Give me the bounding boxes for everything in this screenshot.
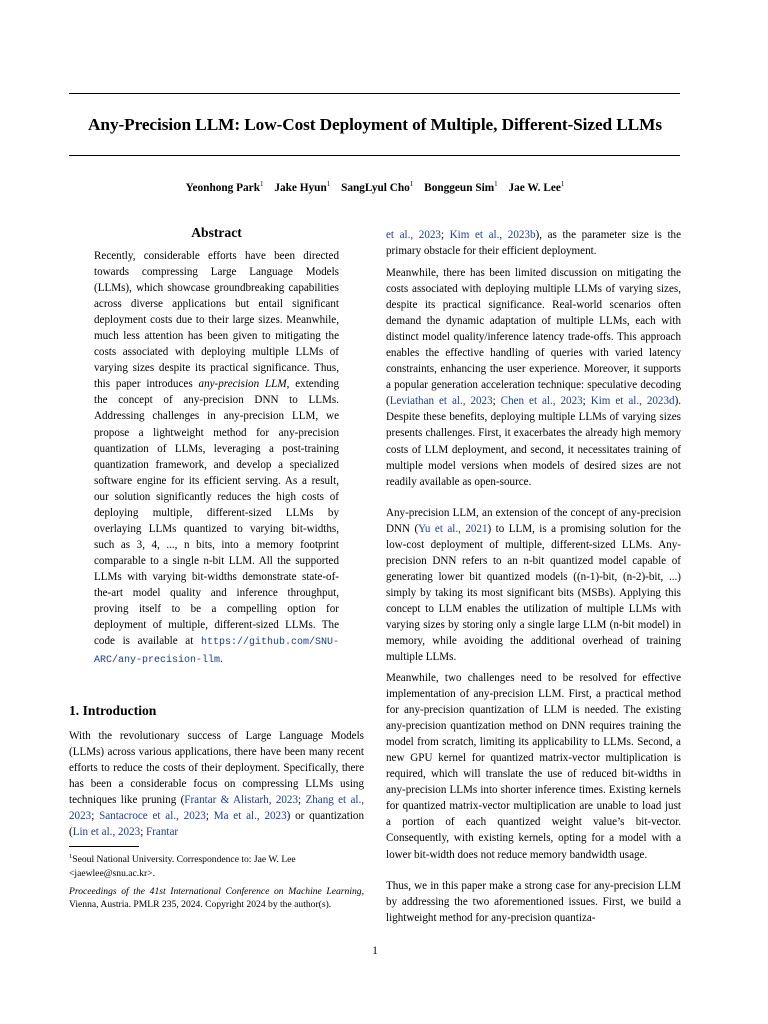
introduction-paragraph: With the revolutionary success of Large Language Models (LLMs) across various applications, there have been many recent efforts to reduce the costs of their deployment. Specifically, there has been a considerable focus on compressing LLMs using techniques like pruning (Frantar & Alistarh, 2023; Zhang et al., 2023; Santacroce et al., 2023; Ma et al., 2023) or quantization (Lin et al., 2023; Frantar [69,730,365,839]
citation-link[interactable]: Frantar & Alistarh, 2023 [184,794,299,807]
author: Jake Hyun$^1$ [274,180,331,194]
abstract-body: Recently, considerable efforts have been directed towards compressing Large Language Models (LLMs), which showcase groundbreaking capabilities across diverse applications but entail significant deployment costs due to their large sizes. Meanwhile, much less attention has been given to mitigating the costs associated with deploying multiple LLMs of varying sizes despite its practical significance. Thus, this paper introduces any-precision LLM, extending the concept of any-precision DNN to LLMs. Addressing challenges in any-precision LLM, we propose a lightweight method for any-precision quantization of LLMs, leveraging a post-training quantization framework, and develop a specialized software engine for its efficient serving. As a result, our solution significantly reduces the high costs of deploying multiple, different-sized LLMs by overlaying LLMs quantized to varying bit-widths, such as 3, 4, ..., n bits, into a memory footprint comparable to a single n-bit LLM. All the supported LLMs with varying bit-widths demonstrate state-of-the-art model quality and inference throughput, proving itself to be a compelling option for deployment of multiple, different-sized LLMs. The code is available at https://github.com/SNU-ARC/any-precision-llm. [94,250,339,667]
author: Bonggeun Sim$^1$ [424,180,498,194]
citation-link[interactable]: Ma et al., 2023 [213,810,287,823]
citation-link[interactable]: Frantar [146,826,179,839]
citation-link[interactable]: et al., 2023 [386,229,441,241]
right-paragraph-2: Any-precision LLM, an extension of the concept of any-precision DNN (Yu et al., 2021) to LLM, is a promising solution for the low-cost deployment of multiple, different-sized LLMs. Any-precision DNN refers to an n-bit quantized model capable of generating lower bit quantized models ((n-1)-bit, (n-2)-bit, ...) simply by taking its most significant bits (MSBs). Applying this concept to LLM enables the utilization of multiple LLMs with varying sizes by storing only a single large LLM (n-bit model) in memory, while avoiding the additional overhead of training multiple LLMs. [386,507,681,664]
section-heading-introduction: 1. Introduction [69,703,157,718]
author-list [60,180,690,194]
author: Yeonhong Park$^1$ [185,180,264,194]
proceedings-note: Proceedings of the 41st International Conference on Machine Learning, Vienna, Austria. PMLR 235, 2024. Copyright 2024 by the author(s). [69,886,364,911]
title-top-rule [69,93,680,94]
affiliation-footnote: $^1$Seoul National University. Correspondence to: Jae W. Lee <jaewlee@snu.ac.kr>. [69,853,296,879]
citation-link[interactable]: Santacroce et al., 2023 [99,810,206,823]
right-paragraph-1: Meanwhile, there has been limited discussion on mitigating the costs associated with deploying multiple LLMs of varying sizes, despite its practical significance. Real-world scenarios often demand the dynamic adaptation of multiple LLMs, each with distinct model quality/inference latency trade-offs. This approach enables the effective handling of queries with varied latency constraints, enhancing the user experience. Moreover, it supports a popular generation acceleration technique: speculative decoding (Leviathan et al., 2023; Chen et al., 2023; Kim et al., 2023d). Despite these benefits, deploying multiple LLMs of varying sizes presents challenges. First, it exacerbates the already high memory costs of LLM deployment, and second, it necessitates training of multiple model versions when models of desired sizes are not readily available as open-source. [386,267,682,488]
right-paragraph-0: et al., 2023; Kim et al., 2023b), as the parameter size is the primary obstacle for their efficient deployment. [386,229,681,258]
page-number: 1 [372,945,378,957]
citation-link[interactable]: Zhang et al., 2023 [69,794,365,823]
citation-link[interactable]: Kim et al., 2023d [590,395,675,408]
citation-link[interactable]: Leviathan et al., 2023 [389,395,493,408]
citation-link[interactable]: Yu et al., 2021 [418,523,488,536]
author: SangLyul Cho$^1$ [341,180,414,194]
right-paragraph-3: Meanwhile, two challenges need to be resolved for effective implementation of any-precision LLM. First, a practical method for any-precision quantization of LLM is needed. The existing any-precision quantization method on DNN requires training the model from scratch, limiting its applicability to LLMs. Second, a new GPU kernel for quantized matrix-vector multiplication is required, which will translate the use of reduced bit-widths in any-precision LLMs into shorter inference times. Existing kernels for quantized matrix-vector multiplication are unable to load just a portion of each quantized weight value’s bit-vector. Consequently, with existing kernels, opting for a model with a lower bit-width does not reduce memory bandwidth usage. [386,672,681,861]
title-bottom-rule [69,155,680,156]
citation-link[interactable]: Kim et al., 2023b [449,229,536,241]
paper-title: Any-Precision LLM: Low-Cost Deployment of Multiple, Different-Sized LLMs [88,115,662,134]
citation-link[interactable]: Chen et al., 2023 [500,395,583,408]
right-paragraph-4: Thus, we in this paper make a strong case for any-precision LLM by addressing the two aforementioned issues. First, we build a lightweight method for any-precision quantiza- [386,880,681,925]
citation-link[interactable]: Lin et al., 2023 [72,826,141,839]
code-link[interactable]: https://github.com/SNU-ARC/any-precision-llm [94,637,339,667]
abstract-heading: Abstract [191,225,242,240]
author: Jae W. Lee$^1$ [508,180,565,194]
footnote-rule [69,846,139,847]
